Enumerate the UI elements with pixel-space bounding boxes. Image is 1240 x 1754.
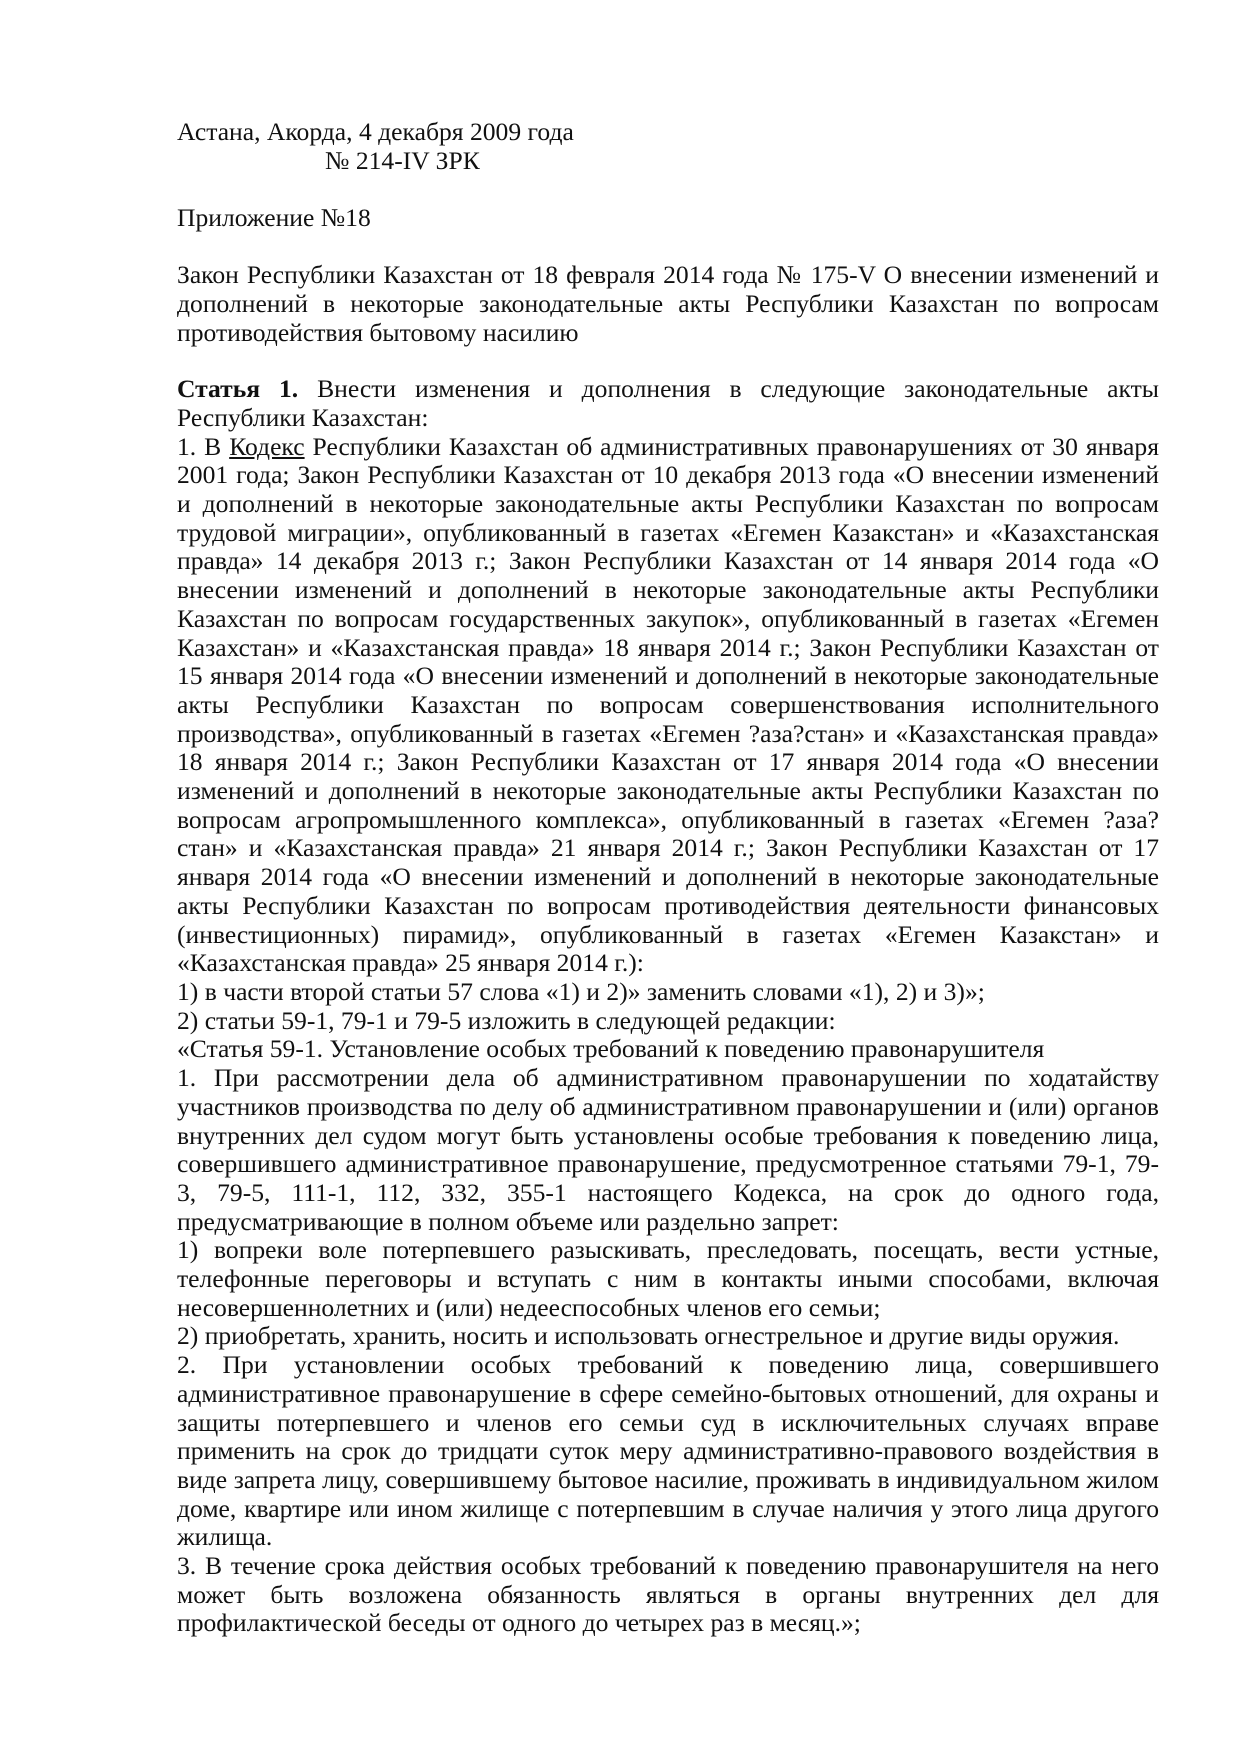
law-number: № 214-IV ЗРК — [325, 145, 480, 175]
article-1-text: Внести изменения и дополнения в следующие законодательные акты Республики Казахстан: — [177, 374, 1159, 432]
place-date: Астана, Акорда, 4 декабря 2009 года — [177, 117, 574, 146]
article-59-1-point-3: 3. В течение срока действия особых требований к поведению правонарушителя на него может быть возложена обязанность являться в органы внутренних дел для профилактической беседы от одного до четырех раз в месяц.»; — [177, 1551, 1159, 1638]
article-59-1-point-1: 1. При рассмотрении дела об административном правонарушении по ходатайству участников производства по делу об административном правонарушении и (или) органов внутренних дел судом могут быть установлены особые требования к поведению лица, совершившего административное правонарушение, предусмотренное статьями 79-1, 79-3, 79-5, 111-1, 112, 332, 355-1 настоящего Кодекса, на срок до одного года, предусматривающие в полном объеме или раздельно запрет: — [177, 1063, 1159, 1236]
item-1-text: Республики Казахстан об административных правонарушениях от 30 января 2001 года; Закон Республики Казахстан от 10 декабря 2013 года «О внесении изменений и дополнений в некоторые законодательные акты Республики Казахстан по вопросам трудовой миграции», опубликованный в газетах «Егемен Казакстан» и «Казахстанская правда» 14 декабря 2013 г.; Закон Республики Казахстан от 14 января 2014 года «О внесении изменений и дополнений в некоторые законодательные акты Республики Казахстан по вопросам государственных закупок», опубликованный в газетах «Егемен Казахстан» и «Казахстанская правда» 18 января 2014 г.; Закон Республики Казахстан от 15 января 2014 года «О внесении изменений и дополнений в некоторые законодательные акты Республики Казахстан по вопросам совершенствования исполнительного производства», опубликованный в газетах «Егемен ?аза?стан» и «Казахстанская правда» 18 января 2014 г.; Закон Республики Казахстан от 17 января 2014 года «О внесении изменений и дополнений в некоторые законодательные акты Республики Казахстан по вопросам агропромышленного комплекса», опубликованный в газетах «Егемен ?аза?стан» и «Казахстанская правда» 21 января 2014 г.; Закон Республики Казахстан от 17 января 2014 года «О внесении изменений и дополнений в некоторые законодательные акты Республики Казахстан по вопросам противодействия деятельности финансовых (инвестиционных) пирамид», опубликованный в газетах «Егемен Казакстан» и «Казахстанская правда» 25 января 2014 г.): — [177, 431, 1159, 978]
article-1-label: Статья 1. — [177, 374, 299, 404]
article-59-1-subpoint-2: 2) приобретать, хранить, носить и использовать огнестрельное и другие виды оружия. — [177, 1321, 1120, 1351]
codex-link[interactable]: Кодекс — [229, 431, 305, 461]
document-page — [177, 118, 1159, 1638]
paragraph-amend-articles-59-79: 2) статьи 59-1, 79-1 и 79-5 изложить в следующей редакции: — [177, 1005, 836, 1035]
item-1-prefix: 1. В — [177, 431, 230, 461]
paragraph-amend-article-57: 1) в части второй статьи 57 слова «1) и 2)» заменить словами «1), 2) и 3)»; — [177, 976, 985, 1006]
article-59-1-subpoint-1: 1) вопреки воле потерпевшего разыскивать, преследовать, посещать, вести устные, телефонные переговоры и вступать с ним в контакты иными способами, включая несовершеннолетних и (или) недееспособных членов его семьи; — [177, 1235, 1159, 1322]
article-59-1-point-2: 2. При установлении особых требований к поведению лица, совершившего административное правонарушение в сфере семейно-бытовых отношений, для охраны и защиты потерпевшего и членов его семьи суд в исключительных случаях вправе применить на срок до тридцати суток меру административно-правового воздействия в виде запрета лицу, совершившему бытовое насилие, проживать в индивидуальном жилом доме, квартире или ином жилище с потерпевшим в случае наличия у этого лица другого жилища. — [177, 1350, 1159, 1552]
article-1 — [177, 375, 1159, 432]
appendix-heading: Приложение №18 — [177, 203, 371, 233]
item-1 — [177, 433, 1159, 978]
law-title: Закон Республики Казахстан от 18 февраля 2014 года № 175-V О внесении изменений и дополнений в некоторые законодательные акты Республики Казахстан по вопросам противодействия бытовому насилию — [177, 260, 1159, 347]
article-59-1-heading: «Статья 59-1. Установление особых требований к поведению правонарушителя — [177, 1034, 1045, 1064]
